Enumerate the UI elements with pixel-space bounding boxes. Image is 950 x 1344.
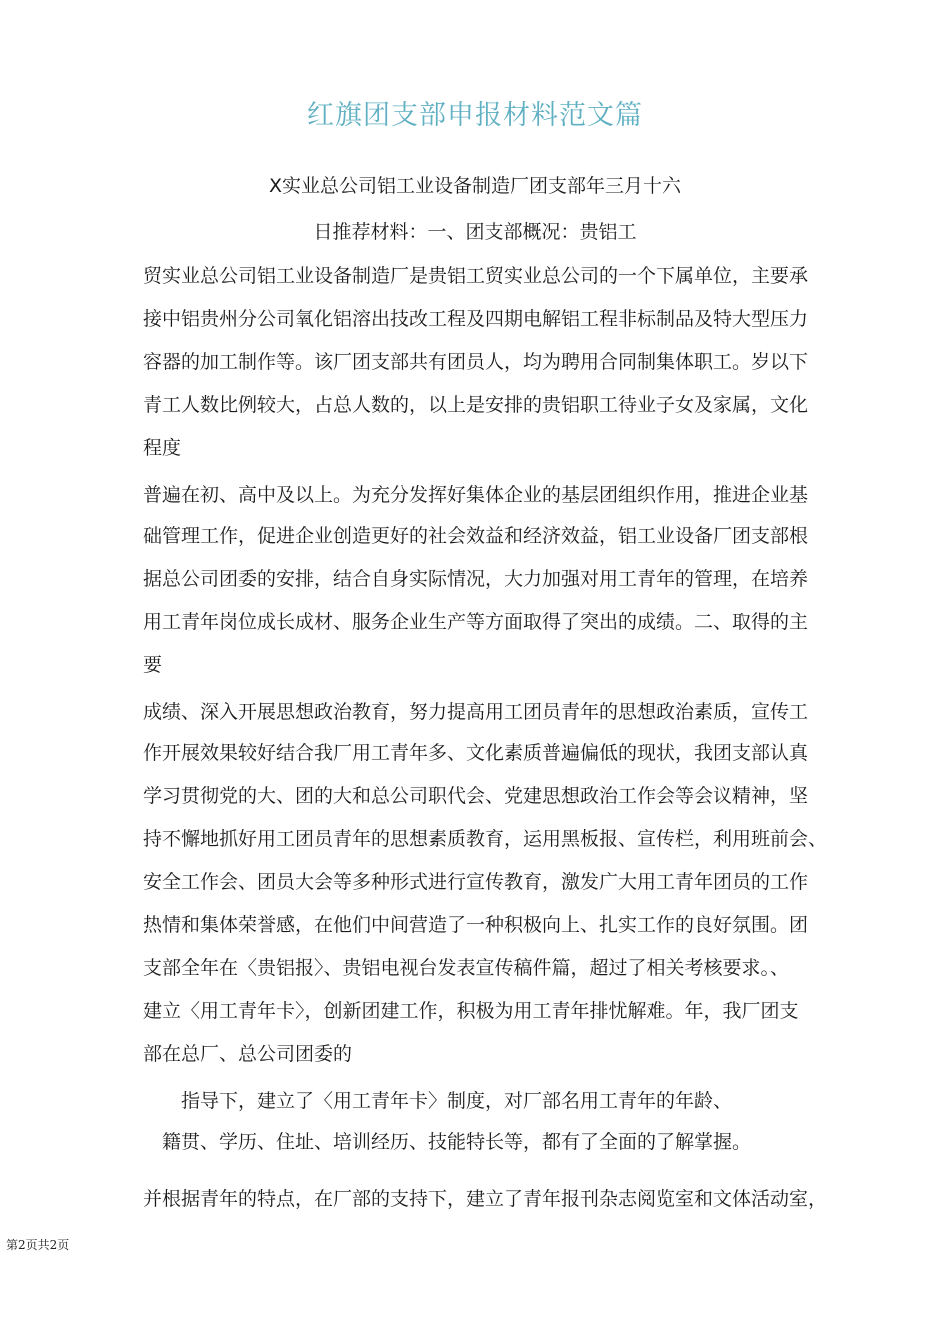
body-line: 并根据青年的特点，在厂部的支持下，建立了青年报刊杂志阅览室和文体活动室， bbox=[143, 1188, 828, 1210]
body-line: 成绩、深入开展思想政治教育，努力提高用工团员青年的思想政治素质，宣传工 bbox=[143, 701, 809, 723]
subtitle-line-2: 日推荐材料：一、团支部概况：贵铝工 bbox=[313, 221, 637, 243]
body-line: 青工人数比例较大，占总人数的，以上是安排的贵铝职工待业子女及家属，文化 bbox=[143, 394, 809, 416]
body-line: 贸实业总公司铝工业设备制造厂是贵铝工贸实业总公司的一个下属单位，主要承 bbox=[143, 265, 809, 287]
body-line: 要 bbox=[143, 654, 163, 676]
body-line: 用工青年岗位成长成材、服务企业生产等方面取得了突出的成绩。二、取得的主 bbox=[143, 611, 809, 633]
subtitle-line-1: X实业总公司铝工业设备制造厂团支部年三月十六 bbox=[268, 175, 682, 197]
page-footer: 第2页共2页 bbox=[6, 1238, 70, 1252]
body-line: 容器的加工制作等。该厂团支部共有团员人，均为聘用合同制集体职工。岁以下 bbox=[143, 351, 809, 373]
body-line: 据总公司团委的安排，结合自身实际情况，大力加强对用工青年的管理，在培养 bbox=[143, 568, 809, 590]
body-line: 籍贯、学历、住址、培训经历、技能特长等，都有了全面的了解掌握。 bbox=[162, 1131, 752, 1153]
body-line: 指导下，建立了〈用工青年卡〉制度，对厂部名用工青年的年龄、 bbox=[181, 1090, 733, 1112]
body-line: 普遍在初、高中及以上。为充分发挥好集体企业的基层团组织作用，推进企业基 bbox=[143, 484, 809, 506]
body-line: 部在总厂、总公司团委的 bbox=[143, 1043, 353, 1065]
body-line: 础管理工作，促进企业创造更好的社会效益和经济效益，铝工业设备厂团支部根 bbox=[143, 525, 809, 547]
body-line: 学习贯彻党的大、团的大和总公司职代会、党建思想政治工作会等会议精神，坚 bbox=[143, 785, 809, 807]
body-line: 接中铝贵州分公司氧化铝溶出技改工程及四期电解铝工程非标制品及特大型压力 bbox=[143, 308, 809, 330]
body-line: 程度 bbox=[143, 437, 182, 459]
body-line: 热情和集体荣誉感，在他们中间营造了一种积极向上、扎实工作的良好氛围。团 bbox=[143, 914, 809, 936]
body-line: 持不懈地抓好用工团员青年的思想素质教育，运用黑板报、宣传栏，利用班前会、 bbox=[143, 828, 828, 850]
body-line: 安全工作会、团员大会等多种形式进行宣传教育，激发广大用工青年团员的工作 bbox=[143, 871, 809, 893]
document-title: 红旗团支部申报材料范文篇 bbox=[307, 100, 643, 131]
body-line: 建立〈用工青年卡〉，创新团建工作，积极为用工青年排忧解难。年，我厂团支 bbox=[143, 1000, 799, 1022]
body-line: 作开展效果较好结合我厂用工青年多、文化素质普遍偏低的现状，我团支部认真 bbox=[143, 742, 809, 764]
body-line: 支部全年在〈贵铝报〉、贵铝电视台发表宣传稿件篇，超过了相关考核要求。、 bbox=[143, 957, 790, 979]
